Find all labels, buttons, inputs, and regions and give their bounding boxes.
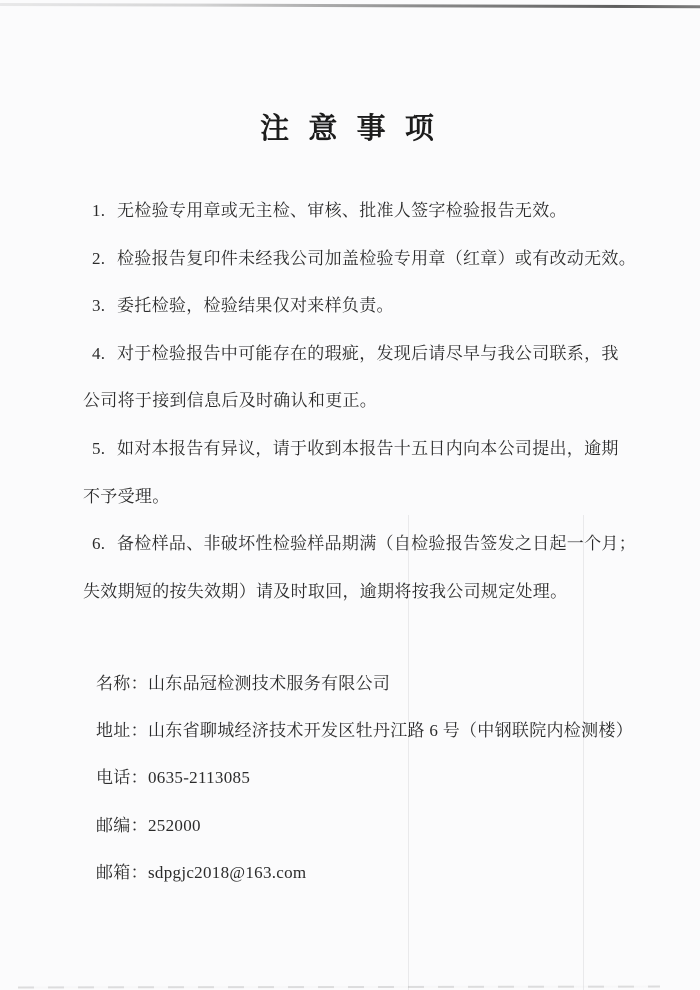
note-item-6-continuation [83,581,640,629]
contact-value-email: sdpgjc2018@163.com [148,862,307,882]
note-text: 检验报告复印件未经我公司加盖检验专用章（红章）或有改动无效。 [117,248,636,268]
note-text: 无检验专用章或无主检、审核、批准人签字检验报告无效。 [117,201,567,220]
note-item-6 [83,533,640,581]
contact-label: 邮编： [96,815,148,835]
note-item-3 [83,295,640,343]
note-number: 6. [92,534,106,554]
contact-row-name [96,673,660,720]
note-text: 备检样品、非破坏性检验样品期满（自检验报告签发之日起一个月； [117,534,636,554]
contact-row-phone [96,767,660,814]
contact-row-address [96,720,660,767]
note-text: 委托检验，检验结果仅对来样负责。 [117,296,394,316]
contact-value-company-name: 山东品冠检测技术服务有限公司 [148,674,391,693]
scan-artifact-top-line [0,3,700,8]
note-number: 4. [92,343,106,363]
note-number: 2. [92,248,106,268]
scan-artifact-bottom-line [18,986,660,989]
note-item-4 [83,343,640,391]
contact-block [96,673,660,909]
contact-label: 邮箱： [96,862,148,882]
contact-value-phone: 0635-2113085 [148,768,251,788]
note-item-5-continuation [83,486,640,534]
note-text: 不予受理。 [83,486,170,506]
note-item-1 [83,200,640,248]
notes-list [83,200,640,628]
contact-row-postcode [96,815,660,862]
note-number: 3. [92,296,106,316]
contact-label: 名称： [96,674,148,693]
contact-label: 地址： [96,721,148,741]
note-item-4-continuation [83,390,640,438]
contact-row-email [96,862,660,909]
contact-value-address: 山东省聊城经济技术开发区牡丹江路 6 号（中钢联院内检测楼） [148,721,633,741]
note-text: 对于检验报告中可能存在的瑕疵，发现后请尽早与我公司联系，我 [117,343,619,363]
note-text: 公司将于接到信息后及时确认和更正。 [83,391,378,411]
note-text: 失效期短的按失效期）请及时取回，逾期将按我公司规定处理。 [83,581,568,601]
contact-value-postcode: 252000 [148,815,201,835]
note-number: 5. [92,438,106,458]
note-item-2 [83,248,640,296]
contact-label: 电话： [96,768,148,788]
note-text: 如对本报告有异议，请于收到本报告十五日内向本公司提出，逾期 [117,438,619,458]
page-title: 注 意 事 项 [260,113,440,145]
note-item-5 [83,438,640,486]
note-number: 1. [92,201,106,220]
